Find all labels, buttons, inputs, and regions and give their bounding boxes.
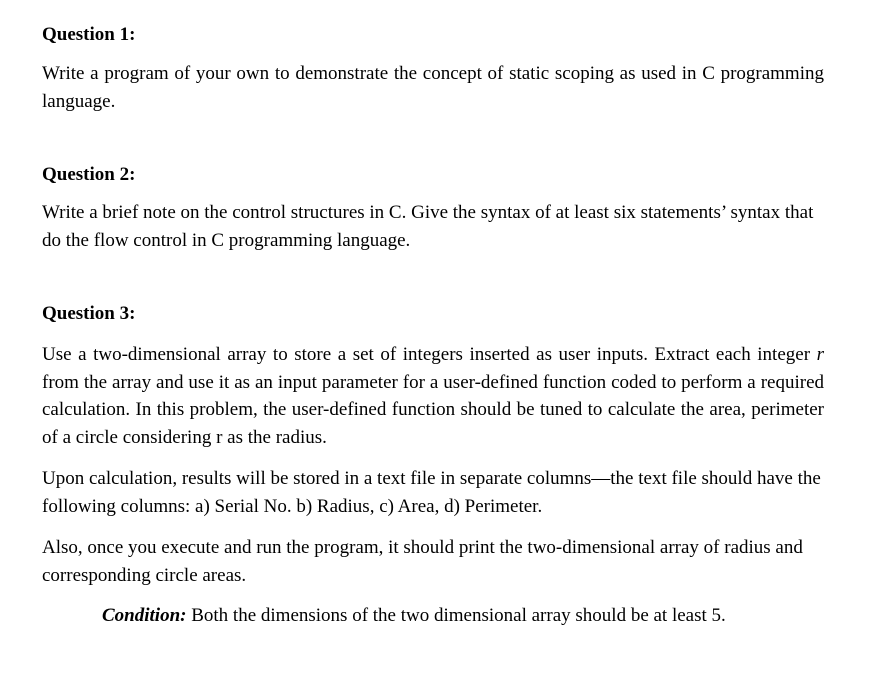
question-3-paragraph-3: Also, once you execute and run the program, it should print the two-dimensional array of radius and corresponding circle areas.: [42, 537, 803, 586]
question-3-paragraph-1-lead: Use a two-dimensional array to store a set of integers inserted as user inputs. Extract each integer: [42, 344, 817, 365]
question-3-paragraph-1: [42, 341, 824, 451]
question-1-title: Question 1:: [42, 24, 136, 45]
question-2-text: Write a brief note on the control structures in C. Give the syntax of at least six statements’ syntax that do the flow control in C programming language.: [42, 202, 814, 251]
question-3-condition: [102, 602, 726, 629]
question-3-paragraph-2: Upon calculation, results will be stored in a text file in separate columns—the text file should have the following columns: a) Serial No. b) Radius, c) Area, d) Perimeter.: [42, 468, 821, 517]
radius-variable: r: [816, 344, 824, 365]
question-3-paragraph-1-rest: from the array and use it as an input parameter for a user-defined function coded to perform a required calculation. In this problem, the user-defined function should be tuned to calculate the area, perimeter of a circle considering r as the radius.: [42, 371, 824, 448]
question-3-title: Question 3:: [42, 303, 136, 324]
question-2-title: Question 2:: [42, 164, 136, 185]
question-1-text: Write a program of your own to demonstrate the concept of static scoping as used in C programming language.: [42, 63, 824, 112]
condition-label: Condition:: [102, 605, 187, 626]
condition-text: Both the dimensions of the two dimensional array should be at least 5.: [186, 605, 726, 626]
